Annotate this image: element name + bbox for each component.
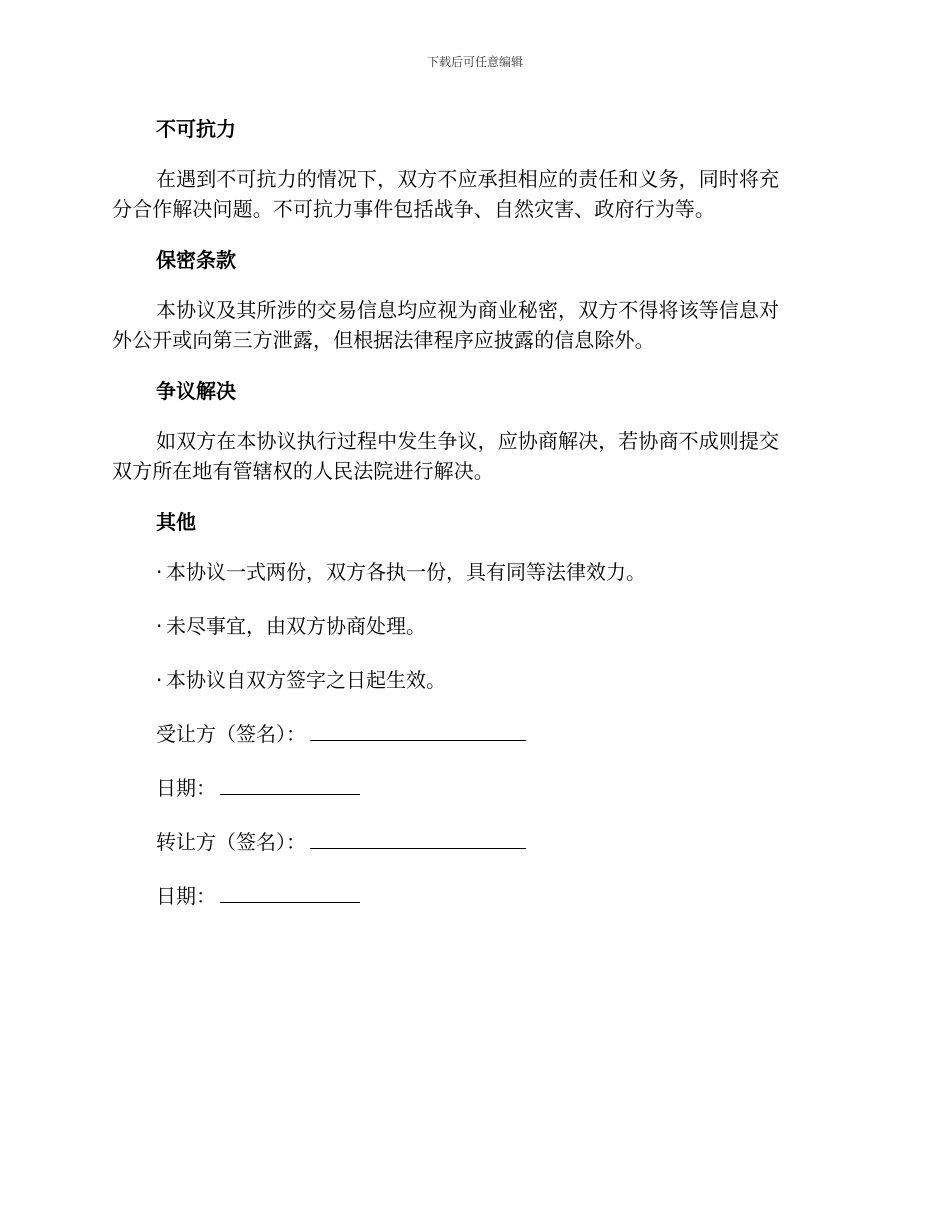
section-heading-force-majeure: 不可抗力 <box>156 117 236 141</box>
paragraph-line: 在遇到不可抗力的情况下，双方不应承担相应的责任和义务，同时将充 <box>156 167 780 191</box>
section-body-confidentiality <box>112 295 832 355</box>
transferor-signature-blank[interactable] <box>310 830 526 849</box>
section-body-dispute-resolution <box>112 426 832 486</box>
bullet-icon: · <box>156 668 163 692</box>
transferor-date-blank[interactable] <box>220 884 360 903</box>
list-item <box>112 665 832 695</box>
document-body <box>112 114 832 935</box>
list-item-text: 本协议一式两份，双方各执一份，具有同等法律效力。 <box>166 560 646 584</box>
paragraph-line: 本协议及其所涉的交易信息均应视为商业秘密，双方不得将该等信息对 <box>156 298 780 322</box>
paragraph-line: 分合作解决问题。不可抗力事件包括战争、自然灾害、政府行为等。 <box>112 197 715 221</box>
section-heading-other: 其他 <box>156 510 196 534</box>
transferee-signature-blank[interactable] <box>310 722 526 741</box>
list-item <box>112 557 832 587</box>
date-label: 日期： <box>156 776 216 800</box>
section-body-force-majeure <box>112 164 832 224</box>
section-heading-dispute-resolution: 争议解决 <box>156 379 236 403</box>
bullet-icon: · <box>156 614 163 638</box>
list-item-text: 本协议自双方签字之日起生效。 <box>166 668 446 692</box>
bullet-icon: · <box>156 560 163 584</box>
transferor-signature-label: 转让方（签名）： <box>156 830 306 854</box>
list-item <box>112 611 832 641</box>
paragraph-line: 外公开或向第三方泄露，但根据法律程序应披露的信息除外。 <box>112 328 655 352</box>
transferee-date-line <box>112 773 832 803</box>
date-label: 日期： <box>156 884 216 908</box>
transferor-date-line <box>112 881 832 911</box>
paragraph-line: 如双方在本协议执行过程中发生争议，应协商解决，若协商不成则提交 <box>156 429 780 453</box>
transferee-signature-line <box>112 719 832 749</box>
section-heading-confidentiality: 保密条款 <box>156 248 236 272</box>
page-header: 下载后可任意编辑 <box>426 55 523 69</box>
paragraph-line: 双方所在地有管辖权的人民法院进行解决。 <box>112 459 494 483</box>
transferee-date-blank[interactable] <box>220 776 360 795</box>
transferor-signature-line <box>112 827 832 857</box>
list-item-text: 未尽事宜，由双方协商处理。 <box>166 614 426 638</box>
transferee-signature-label: 受让方（签名）： <box>156 722 306 746</box>
